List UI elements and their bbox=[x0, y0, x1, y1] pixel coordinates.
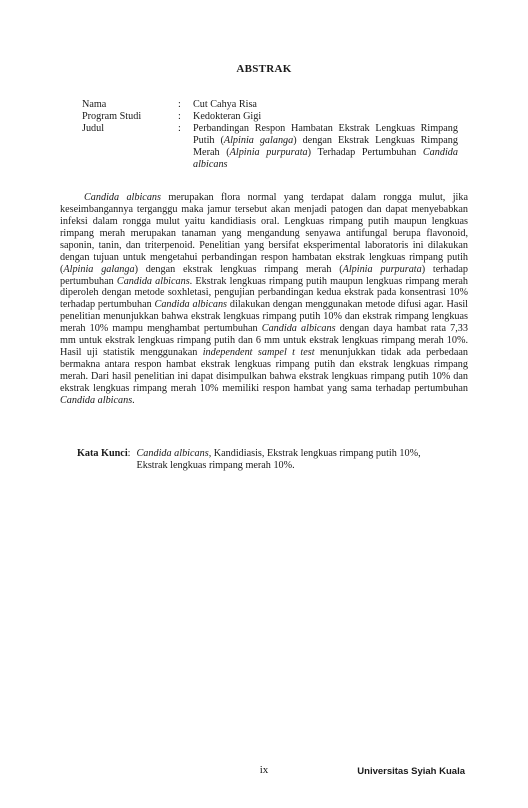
abstract-text: ) terhadap pertumbuhan bbox=[60, 263, 468, 287]
abstract-text: menunjukkan tidak ada perbedaan bermakna antara respon hambat ekstrak lengkuas rimpang putih dan ekstrak lengkuas rimpang merah. Dari hasil penelitian ini dapat disimpulkan bahwa ekstrak lengkuas rimpang putih 10% dan ekstrak lengkuas rimpang merah 10% memiliki respon hambat yang sama terhadap pertumbuhan bbox=[60, 346, 468, 394]
meta-program-value: Kedokteran Gigi bbox=[193, 111, 262, 122]
title-text: ) Terhadap Pertumbuhan bbox=[307, 147, 423, 158]
abstract-text: merupakan flora normal yang terdapat dalam rongga mulut, jika keseimbangannya terganggu maka jamur tersebut akan menjadi patogen dan dapat menyebabkan infeksi dalam rongga mulut yaitu kandidiasis oral. Lengkuas rimpang putih maupun lengkuas rimpang merah merupakan tanaman yang mengandung senyawa antifungal berupa flavonoid, saponin, tanin, dan triterpenoid. Penelitian yang bersifat eksperimental laboratoris ini dilakukan dengan tujuan untuk mengetahui perbandingan respon hambatan ekstrak lengkuas rimpang putih ( bbox=[60, 192, 468, 275]
abstract-paragraph bbox=[60, 192, 468, 406]
keywords-list: , Kandidiasis, Ekstrak lengkuas rimpang putih 10%, Ekstrak lengkuas rimpang merah 10%. bbox=[136, 448, 421, 471]
species-name: Candida albicans bbox=[136, 448, 209, 459]
species-name: Alpinia purpurata bbox=[229, 147, 308, 158]
abstract-text: . bbox=[132, 394, 135, 406]
keywords-text bbox=[137, 448, 453, 472]
species-name: Candida albicans bbox=[261, 323, 336, 335]
meta-name-value: Cut Cahya Risa bbox=[193, 99, 257, 110]
title-text: Perbandingan Respon Hambatan Ekstrak Lengkuas Rimpang Putih ( bbox=[193, 123, 458, 146]
keywords-block bbox=[77, 448, 453, 472]
keywords-colon: : bbox=[127, 448, 131, 459]
meta-name-label: Nama bbox=[82, 99, 107, 110]
species-name: Candida albicans bbox=[193, 147, 458, 170]
abstract-text: . Ekstrak lengkuas rimpang putih maupun lengkuas rimpang merah diperoleh dengan metode soxhletasi, pengujian perbandingan kedua ekstrak pada konsentrasi 10% terhadap pertumbuhan bbox=[60, 275, 468, 311]
species-name: Candida albicans bbox=[60, 394, 133, 406]
meta-row-name bbox=[82, 99, 458, 111]
keywords-label: Kata Kunci bbox=[77, 448, 128, 459]
meta-colon: : bbox=[178, 123, 181, 134]
species-name: Candida albicans bbox=[84, 192, 161, 204]
meta-row-program bbox=[82, 111, 458, 123]
meta-row-title bbox=[82, 123, 458, 171]
meta-title-label: Judul bbox=[82, 123, 105, 134]
species-name: Alpinia purpurata bbox=[342, 263, 422, 275]
footer-institution: Universitas Syiah Kuala bbox=[357, 766, 465, 777]
species-name: Alpinia galanga bbox=[63, 263, 135, 275]
title-text: ) dengan Ekstrak Lengkuas Rimpang Merah ( bbox=[193, 135, 458, 158]
species-name: Candida albicans bbox=[154, 299, 228, 311]
species-name: Candida albicans bbox=[116, 275, 190, 287]
abstract-text: dengan daya hambat rata 7,33 mm untuk ekstrak lengkuas rimpang putih dan 6 mm untuk ekstrak lengkuas rimpang merah 10%. Hasil uji statistik menggunakan bbox=[60, 323, 468, 358]
metadata-block bbox=[82, 99, 458, 171]
meta-colon: : bbox=[178, 111, 181, 122]
species-name: Alpinia galanga bbox=[223, 135, 294, 146]
meta-program-label: Program Studi bbox=[82, 111, 142, 122]
meta-colon: : bbox=[178, 99, 181, 110]
page-title: ABSTRAK bbox=[236, 63, 292, 75]
page-number: ix bbox=[259, 764, 269, 776]
abstract-text: ) dengan ekstrak lengkuas rimpang merah ( bbox=[134, 263, 343, 275]
method-name: independent sampel t test bbox=[202, 346, 315, 358]
meta-title-value bbox=[193, 123, 458, 171]
abstract-text: dilakukan dengan menggunakan metode difusi agar. Hasil penelitian menunjukkan bahwa ekstrak lengkuas rimpang putih 10% dan ekstrak rimpang lengkuas merah 10% mampu menghambat pertumbuhan bbox=[60, 299, 468, 335]
